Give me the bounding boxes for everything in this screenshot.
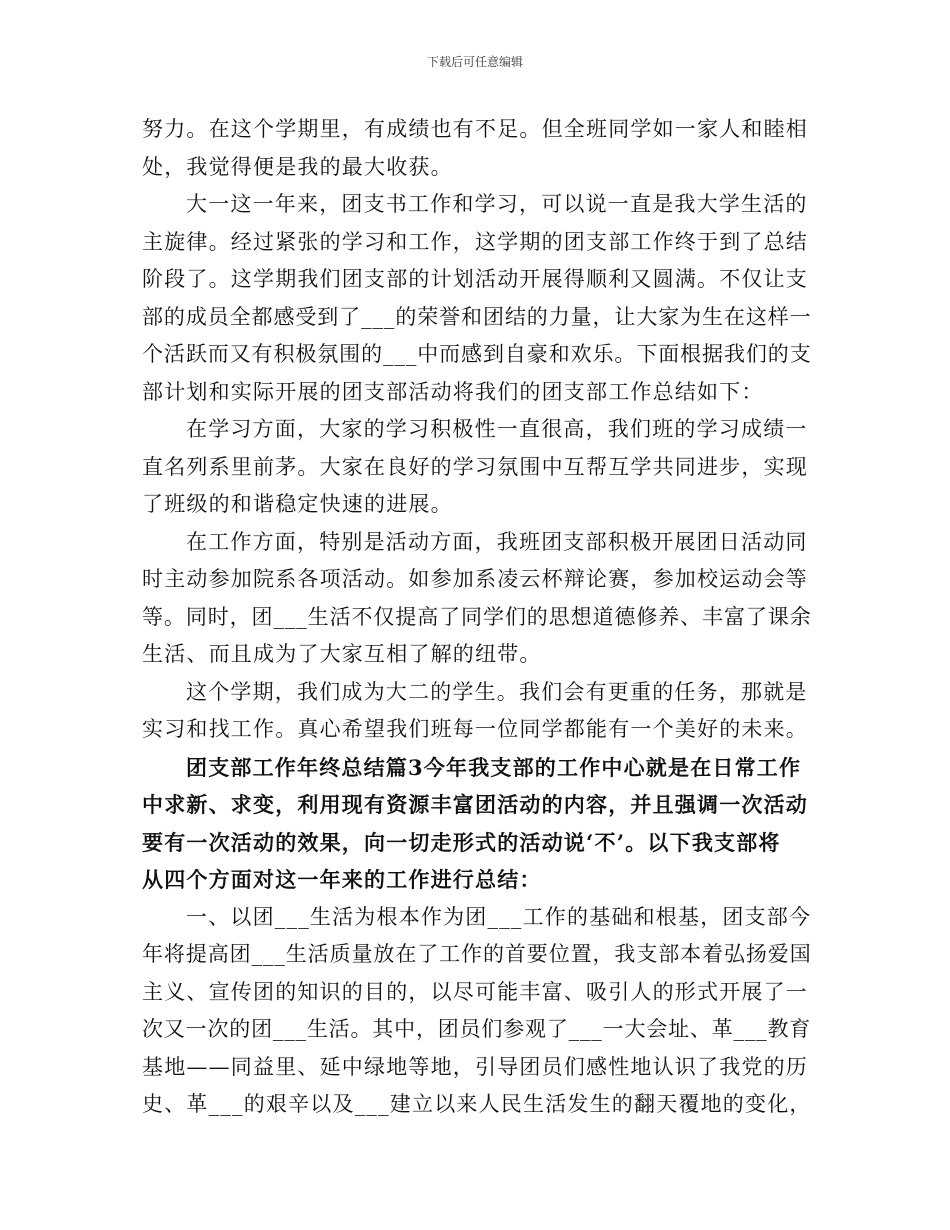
paragraph bbox=[142, 899, 812, 1124]
paragraph-line: 中求新、求变，利用现有资源丰富团活动的内容，并且强调一次活动 bbox=[142, 792, 808, 817]
paragraph-line: 阶段了。这学期我们团支部的计划活动开展得顺利又圆满。不仅让支 bbox=[142, 267, 808, 291]
paragraph-line: 次又一次的团___生活。其中，团员们参观了___一大会址、革___教育 bbox=[142, 1017, 812, 1041]
paragraph-line: 部计划和实际开展的团支部活动将我们的团支部工作总结如下： bbox=[142, 379, 764, 404]
paragraph-line: 团支部工作年终总结篇3今年我支部的工作中心就是在日常工作 bbox=[186, 754, 802, 780]
paragraph bbox=[142, 111, 812, 186]
paragraph-line: 在工作方面，特别是活动方面，我班团支部积极开展团日活动同 bbox=[186, 529, 808, 554]
paragraph-line: 主旋律。经过紧张的学习和工作，这学期的团支部工作终于到了总结 bbox=[142, 229, 808, 254]
paragraph-line: 个活跃而又有积极氛围的___中而感到自豪和欢乐。下面根据我们的支 bbox=[142, 342, 812, 366]
paragraph-line: 时主动参加院系各项活动。如参加系凌云杯辩论赛，参加校运动会等 bbox=[142, 567, 808, 591]
paragraph-line: 从四个方面对这一年来的工作进行总结： bbox=[142, 867, 542, 892]
paragraph-line: 等。同时，团___生活不仅提高了同学们的思想道德修养、丰富了课余 bbox=[142, 604, 812, 629]
paragraph bbox=[142, 749, 812, 899]
page-header: 下载后可任意编辑 bbox=[426, 55, 523, 69]
paragraph-line: 直名列系里前茅。大家在良好的学习氛围中互帮互学共同进步，实现 bbox=[142, 454, 808, 479]
paragraph bbox=[142, 411, 812, 524]
paragraph-line: 主义、宣传团的知识的目的，以尽可能丰富、吸引人的形式开展了一 bbox=[142, 979, 808, 1004]
paragraph-line: 努力。在这个学期里，有成绩也有不足。但全班同学如一家人和睦相 bbox=[142, 117, 808, 141]
paragraph-line: 年将提高团___生活质量放在了工作的首要位置，我支部本着弘扬爱国 bbox=[142, 942, 812, 966]
paragraph-line: 生活、而且成为了大家互相了解的纽带。 bbox=[142, 642, 542, 666]
paragraph-line: 一、以团___生活为根本作为团___工作的基础和根基，团支部今 bbox=[186, 904, 812, 929]
paragraph-line: 处，我觉得便是我的最大收获。 bbox=[142, 154, 453, 179]
paragraph-line: 基地——同益里、延中绿地等地，引导团员们感性地认识了我党的历 bbox=[142, 1054, 808, 1079]
paragraph bbox=[142, 674, 812, 749]
paragraph bbox=[142, 524, 812, 674]
paragraph bbox=[142, 186, 812, 411]
paragraph-line: 在学习方面，大家的学习积极性一直很高，我们班的学习成绩一 bbox=[186, 417, 808, 441]
paragraph-line: 部的成员全都感受到了___的荣誉和团结的力量，让大家为生在这样一 bbox=[142, 304, 812, 329]
paragraph-line: 大一这一年来，团支书工作和学习，可以说一直是我大学生活的 bbox=[186, 192, 808, 216]
paragraph-line: 实习和找工作。真心希望我们班每一位同学都能有一个美好的未来。 bbox=[142, 717, 808, 741]
document-body bbox=[142, 111, 812, 1124]
paragraph-line: 这个学期，我们成为大二的学生。我们会有更重的任务，那就是 bbox=[186, 679, 808, 704]
paragraph-line: 史、革___的艰辛以及___建立以来人民生活发生的翻天覆地的变化， bbox=[142, 1092, 812, 1116]
paragraph-line: 要有一次活动的效果，向一切走形式的活动说‘不’。以下我支部将 bbox=[142, 829, 781, 855]
paragraph-line: 了班级的和谐稳定快速的进展。 bbox=[142, 492, 453, 516]
